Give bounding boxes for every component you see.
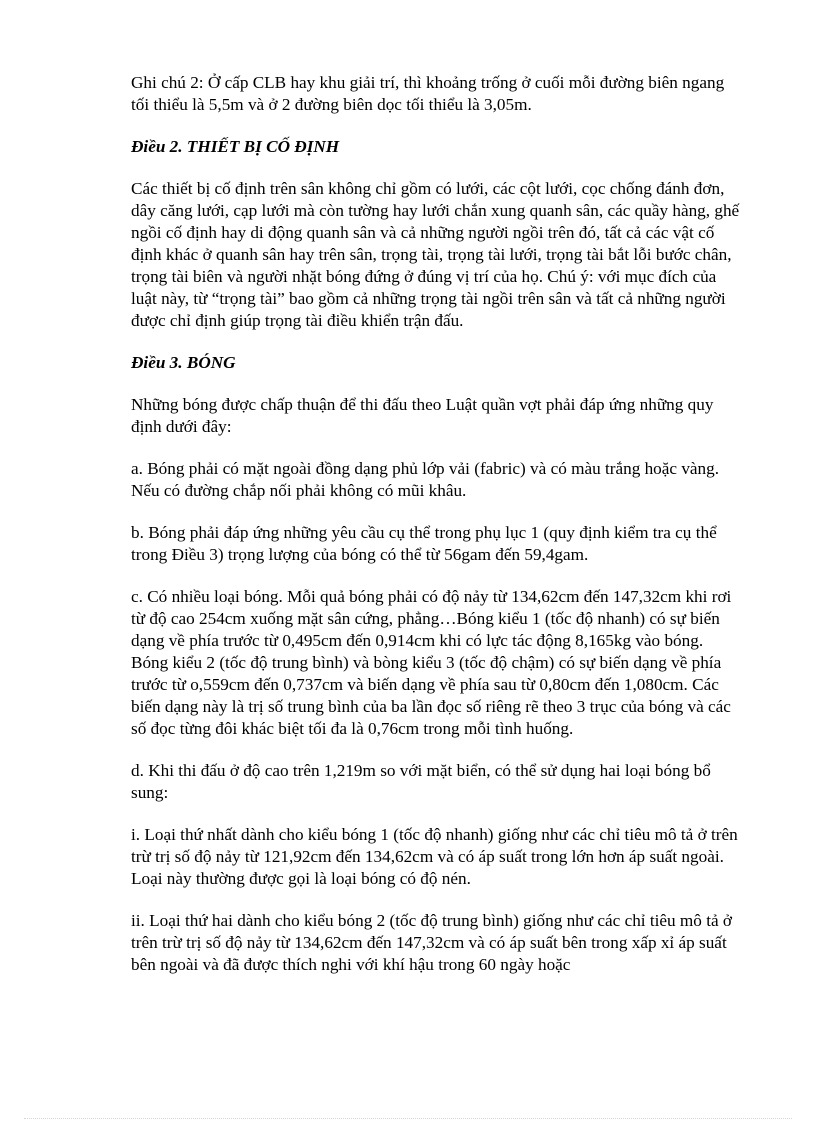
article-2-heading: Điều 2. THIẾT BỊ CỐ ĐỊNH (131, 137, 340, 156)
article-3-item-b: b. Bóng phải đáp ứng những yêu cầu cụ thể trong phụ lục 1 (quy định kiểm tra cụ thể trong Điều 3) trọng lượng của bóng có thể từ 56gam đến 59,4gam. (131, 523, 717, 564)
document-page (131, 72, 741, 996)
article-3-item-ii: ii. Loại thứ hai dành cho kiểu bóng 2 (tốc độ trung bình) giống như các chỉ tiêu mô tả ở trên trừ trị số độ nảy từ 134,62cm đến 147,32cm và có áp suất bên trong xấp xỉ áp suất bên ngoài và đã được thích nghi với khí hậu trong 60 ngày hoặc (131, 911, 732, 974)
article-3-item-c: c. Có nhiều loại bóng. Mỗi quả bóng phải có độ nảy từ 134,62cm đến 147,32cm khi rơi từ độ cao 254cm xuống mặt sân cứng, phẳng…Bóng kiểu 1 (tốc độ nhanh) có sự biến dạng về phía trước từ 0,495cm đến 0,914cm khi có lực tác động 8,165kg vào bóng. Bóng kiểu 2 (tốc độ trung bình) và bòng kiểu 3 (tốc độ chậm) có sự biến dạng về phía trước từ o,559cm đến 0,737cm và biến dạng về phía sau từ 0,80cm đến 1,080cm. Các biến dạng này là trị số trung bình của ba lần đọc số riêng rẽ theo 3 trục của bóng và các số đọc từng đôi khác biệt tối đa là 0,76cm trong mỗi tình huống. (131, 587, 732, 738)
note-2-paragraph: Ghi chú 2: Ở cấp CLB hay khu giải trí, thì khoảng trống ở cuối mỗi đường biên ngang tối thiểu là 5,5m và ở 2 đường biên dọc tối thiểu là 3,05m. (131, 73, 725, 114)
article-2-body: Các thiết bị cố định trên sân không chỉ gồm có lưới, các cột lưới, cọc chống đánh đơn, dây căng lưới, cạp lưới mà còn tường hay lưới chắn xung quanh sân, các quầy hàng, ghế ngồi cố định hay di động quanh sân và cả những người ngồi trên đó, tất cả các vật cố định khác ở quanh sân hay trên sân, trọng tài, trọng tài lưới, trọng tài bắt lỗi bước chân, trọng tài biên và người nhặt bóng đứng ở đúng vị trí của họ. Chú ý: với mục đích của luật này, từ “trọng tài” bao gồm cả những trọng tài ngồi trên sân và tất cả những người được chỉ định giúp trọng tài điều khiển trận đấu. (131, 179, 740, 330)
article-3-heading: Điều 3. BÓNG (131, 353, 236, 372)
article-3-intro: Những bóng được chấp thuận để thi đấu theo Luật quần vợt phải đáp ứng những quy định dưới đây: (131, 395, 714, 436)
article-3-item-d: d. Khi thi đấu ở độ cao trên 1,219m so với mặt biển, có thể sử dụng hai loại bóng bổ sung: (131, 761, 711, 802)
article-3-item-i: i. Loại thứ nhất dành cho kiểu bóng 1 (tốc độ nhanh) giống như các chỉ tiêu mô tả ở trên trừ trị số độ nảy từ 121,92cm đến 134,62cm và có áp suất trong lớn hơn áp suất ngoài. Loại này thường được gọi là loại bóng có độ nén. (131, 825, 738, 888)
article-3-item-a: a. Bóng phải có mặt ngoài đồng dạng phủ lớp vải (fabric) và có màu trắng hoặc vàng. Nếu có đường chắp nối phải không có mũi khâu. (131, 459, 720, 500)
page-bottom-divider (24, 1118, 792, 1119)
